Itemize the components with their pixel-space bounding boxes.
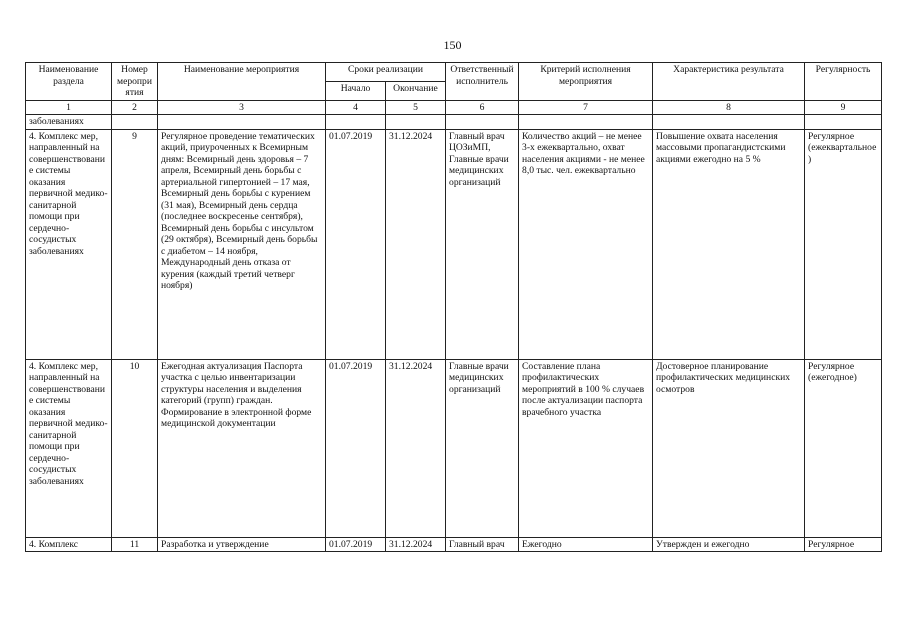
page-number: 150 [443, 38, 462, 52]
cell-responsible: Главный врач ЦОЗиМП, Главные врачи медицинских организаций [446, 129, 519, 359]
cell-section: 4. Комплекс [26, 537, 112, 552]
activities-table [25, 62, 882, 552]
column-index: 7 [519, 100, 653, 115]
cell-section: 4. Комплекс мер, направленный на совершенствование системы оказания первичной медико-санитарной помощи при сердечно-сосудистых заболеваниях [26, 129, 112, 359]
header-regularity: Регулярность [805, 63, 882, 101]
header-row [26, 63, 882, 82]
column-index: 9 [805, 100, 882, 115]
header-criterion: Критерий исполнения мероприятия [519, 63, 653, 101]
column-index-row [26, 100, 882, 115]
cell-start: 01.07.2019 [326, 537, 386, 552]
cell-end: 31.12.2024 [386, 537, 446, 552]
column-index: 8 [653, 100, 805, 115]
column-index: 5 [386, 100, 446, 115]
column-index: 2 [112, 100, 158, 115]
cell-start: 01.07.2019 [326, 129, 386, 359]
header-end: Окончание [386, 81, 446, 100]
header-responsible: Ответственный исполнитель [446, 63, 519, 101]
cell-regularity: Регулярное (ежегодное) [805, 359, 882, 537]
header-result: Характеристика результата [653, 63, 805, 101]
cell-criterion: Составление плана профилактических мероприятий в 100 % случаев после актуализации паспорта врачебного участка [519, 359, 653, 537]
header-start: Начало [326, 81, 386, 100]
header-timeline-group: Сроки реализации [326, 63, 446, 82]
cell-responsible: Главный врач [446, 537, 519, 552]
cell-criterion: Ежегодно [519, 537, 653, 552]
table-row [26, 129, 882, 359]
cell-regularity: Регулярное (ежеквартальное) [805, 129, 882, 359]
cell-result: Достоверное планирование профилактических медицинских осмотров [653, 359, 805, 537]
cell-number: 10 [112, 359, 158, 537]
carry-over-text: заболеваниях [26, 115, 112, 130]
column-index: 4 [326, 100, 386, 115]
header-activity-name: Наименование мероприятия [158, 63, 326, 101]
cell-regularity: Регулярное [805, 537, 882, 552]
cell-end: 31.12.2024 [386, 129, 446, 359]
cell-number: 11 [112, 537, 158, 552]
column-index: 6 [446, 100, 519, 115]
cell-activity-name: Ежегодная актуализация Паспорта участка с целью инвентаризации структуры населения и выделения категорий (групп) граждан. Формирование в электронной форме медицинской документации [158, 359, 326, 537]
cell-activity-name: Регулярное проведение тематических акций, приуроченных к Всемирным дням: Всемирный день здоровья – 7 апреля, Всемирный день борьбы с артериальной гипертонией – 17 мая, Всемирный день борьбы с курением (31 мая), Всемирный день сердца (последнее воскресенье сентября), Всемирный день борьбы с инсультом (29 октября), Всемирный день борьбы с диабетом – 14 ноября, Международный день отказа от курения (каждый третий четверг ноября) [158, 129, 326, 359]
cell-result: Повышение охвата населения массовыми пропагандистскими акциями ежегодно на 5 % [653, 129, 805, 359]
cell-section: 4. Комплекс мер, направленный на совершенствование системы оказания первичной медико-санитарной помощи при сердечно-сосудистых заболеваниях [26, 359, 112, 537]
cell-number: 9 [112, 129, 158, 359]
table-row [26, 359, 882, 537]
cell-activity-name: Разработка и утверждение [158, 537, 326, 552]
cell-start: 01.07.2019 [326, 359, 386, 537]
carry-over-row [26, 115, 882, 130]
cell-responsible: Главные врачи медицинских организаций [446, 359, 519, 537]
cell-result: Утвержден и ежегодно [653, 537, 805, 552]
column-index: 1 [26, 100, 112, 115]
header-activity-number: Номер мероприятия [112, 63, 158, 101]
header-section-name: Наименование раздела [26, 63, 112, 101]
cell-end: 31.12.2024 [386, 359, 446, 537]
table-row [26, 537, 882, 552]
cell-criterion: Количество акций – не менее 3-х ежеквартально, охват населения акциями - не менее 8,0 тыс. чел. ежеквартально [519, 129, 653, 359]
column-index: 3 [158, 100, 326, 115]
